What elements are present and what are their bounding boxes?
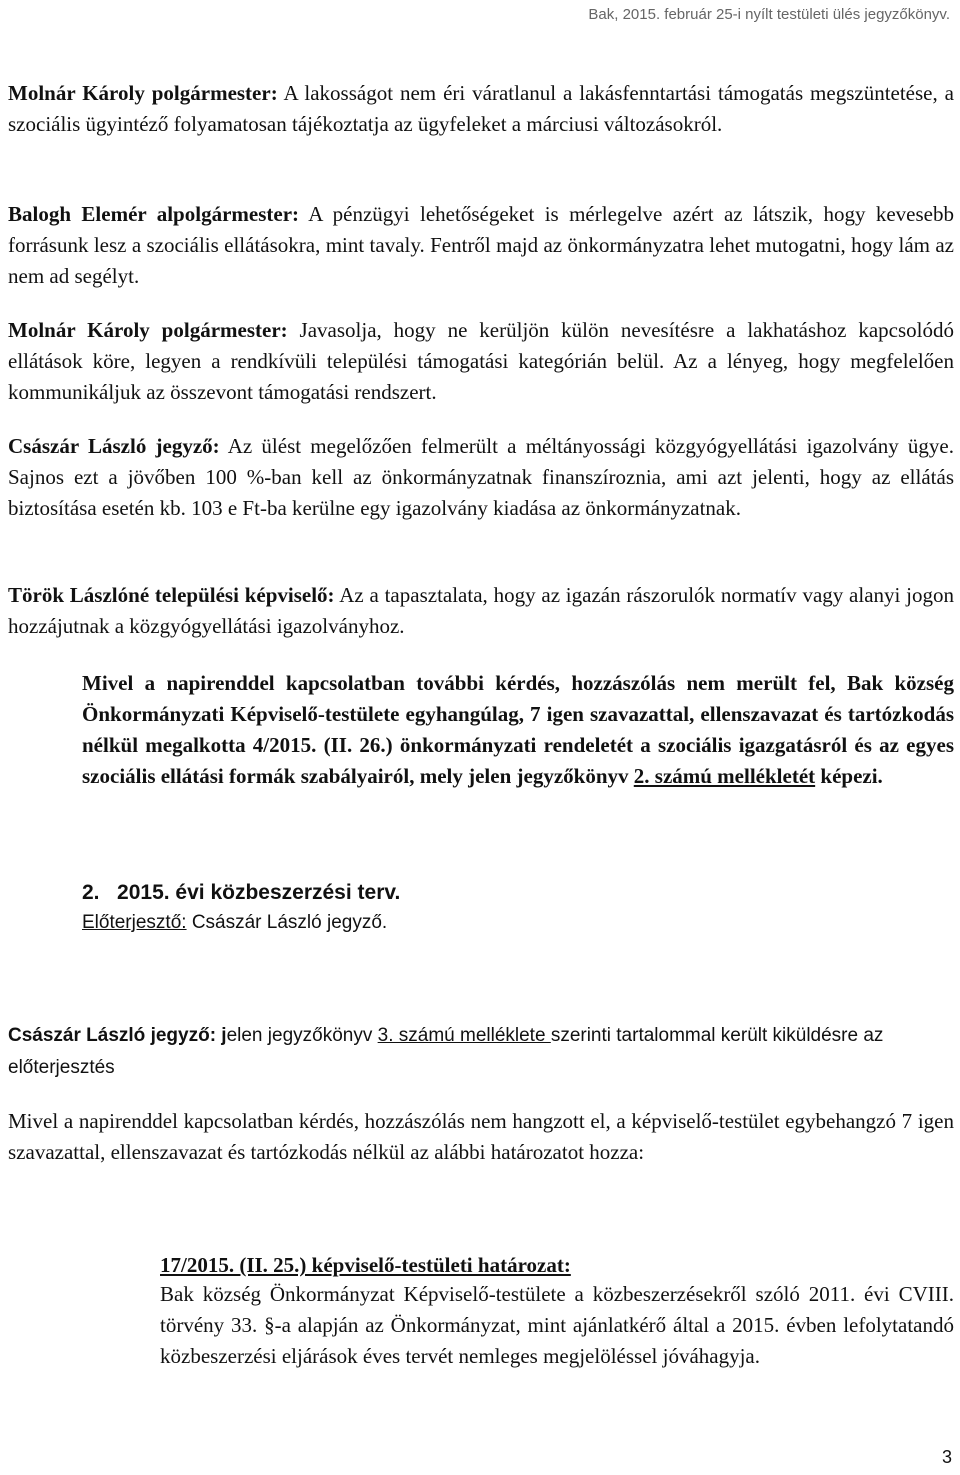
speaker-name: Török Lászlóné települési képviselő: (8, 583, 335, 607)
paragraph-text: Javasolja, hogy ne kerüljön külön nevesítésre a lakhatáshoz kapcsolódó ellátások köre, legyen a rendkívüli települési támogatási kategórián belül. Az a lényeg, hogy megfelelően kommunikáljuk az összevont támogatási rendszert. (8, 318, 954, 404)
resolution-title-text: 17/2015. (II. 25.) képviselő-testületi határozat: (160, 1253, 571, 1277)
speaker-name: Császár László jegyző: j (8, 1025, 227, 1046)
paragraph-text: Az a tapasztalata, hogy az igazán rászorulók normatív vagy alanyi jogon hozzájutnak a közgyógyellátási igazolványhoz. (8, 583, 954, 638)
paragraph-text: A lakosságot nem éri váratlanul a lakásfenntartási támogatás megszüntetése, a szociális ügyintéző folyamatosan tájékoztatja az ügyfeleket a márciusi változásokról. (8, 81, 954, 136)
paragraph-balogh (8, 199, 954, 292)
paragraph-text: A pénzügyi lehetőségeket is mérlegelve azért az látszik, hogy kevesebb forrásunk lesz a szociális ellátásokra, mint tavaly. Fentről majd az önkormányzatra lehet mutogatni, hogy lám az nem ad segélyt. (8, 202, 954, 288)
appendix-2-reference: 2. számú mellékletét (633, 764, 816, 788)
agenda-presenter (82, 908, 387, 938)
resolution-text: Bak község Önkormányzat Képviselő-testülete a közbeszerzésekről szóló 2011. évi CVIII. törvény 33. §-a alapján az Önkormányzat, mint ajánlatkérő által a 2015. évben lefolytatandó közbeszerzési eljárások éves tervét nemleges megjelöléssel jóváhagyja. (160, 1282, 954, 1368)
paragraph-csaszar-2 (8, 1020, 954, 1084)
paragraph-csaszar-1 (8, 431, 954, 524)
agenda-number: 2. (82, 881, 100, 904)
paragraph-text: elen jegyzőkönyv (226, 1025, 378, 1046)
paragraph-molnar-2 (8, 315, 954, 408)
appendix-3-reference: 3. számú melléklete (377, 1025, 551, 1046)
agenda-item-title (82, 878, 400, 908)
paragraph-text-end: szerinti tartalommal került kiküldésre az előterjesztés (8, 1025, 884, 1078)
speaker-name: Molnár Károly polgármester: (8, 81, 278, 105)
page-number: 3 (941, 1447, 952, 1467)
presenter-name: Császár László jegyző. (186, 912, 388, 933)
speaker-name: Balogh Elemér alpolgármester: (8, 202, 300, 226)
speaker-name: Molnár Károly polgármester: (8, 318, 288, 342)
presenter-label: Előterjesztő: (82, 912, 187, 933)
page-header: Bak, 2015. február 25-i nyílt testületi ülés jegyzőkönyv. (588, 6, 950, 23)
paragraph-text: Az ülést megelőzően felmerült a méltányossági közgyógyellátási igazolvány ügye. Sajnos ezt a jövőben 100 %-ban kell az önkormányzatnak finanszíroznia, ami azt jelenti, hogy az ellátás biztosítása esetén kb. 103 e Ft-ba kerülne egy igazolvány kiadása az önkormányzatnak. (8, 434, 954, 520)
resolution-title (160, 1250, 954, 1281)
agenda-title-text: 2015. évi közbeszerzési terv. (117, 881, 401, 904)
paragraph-torok (8, 580, 954, 642)
decision-text: Mivel a napirenddel kapcsolatban további kérdés, hozzászólás nem merült fel, Bak község Önkormányzati Képviselő-testülete egyhangúlag, 7 igen szavazattal, ellenszavazat és tartózkodás nélkül megalkotta 4/2015. (II. 26.) önkormányzati rendeletét a szociális igazgatásról és az egyes szociális ellátási formák szabályairól, mely jelen jegyzőkönyv (82, 671, 954, 788)
paragraph-molnar-1 (8, 78, 954, 140)
speaker-name: Császár László jegyző: (8, 434, 220, 458)
paragraph-vote: Mivel a napirenddel kapcsolatban kérdés, hozzászólás nem hangzott el, a képviselő-testület egybehangzó 7 igen szavazattal, ellenszavazat és tartózkodás nélkül az alábbi határozatot hozza: (8, 1109, 954, 1164)
decision-paragraph (82, 668, 954, 792)
decision-text-end: képezi. (815, 764, 883, 788)
